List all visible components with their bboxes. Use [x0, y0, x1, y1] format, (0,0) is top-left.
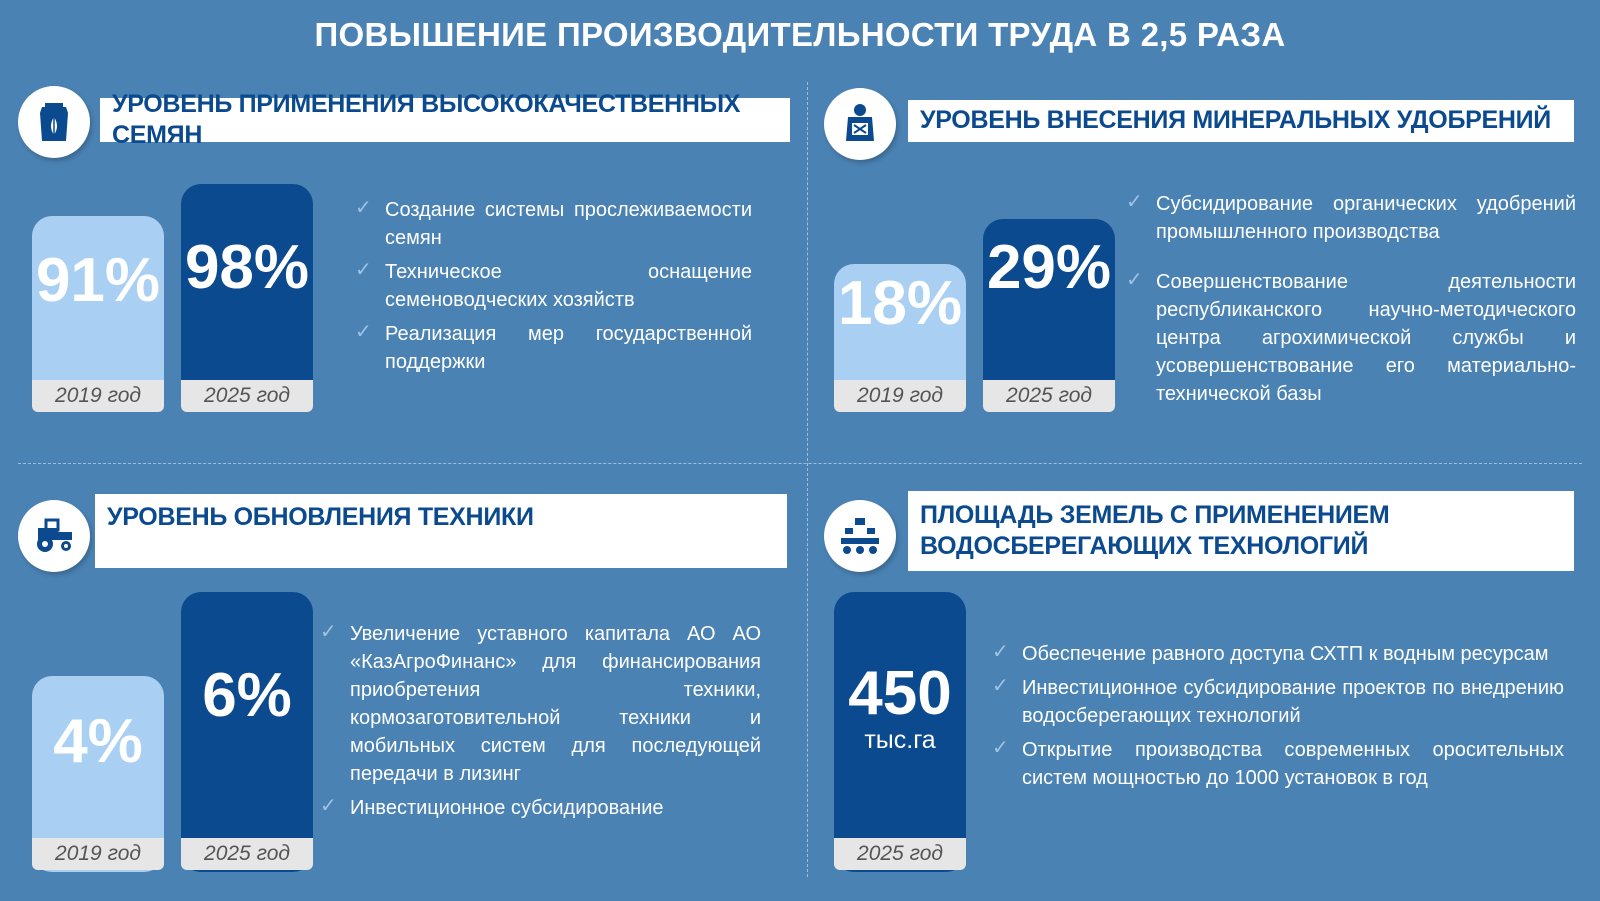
fertilizer-year-2019: 2019 год [834, 380, 966, 412]
water-header-line2: ВОДОСБЕРЕГАЮЩИХ ТЕХНОЛОГИЙ [920, 532, 1369, 560]
irrigation-icon [824, 500, 896, 572]
list-item: ✓ Инвестиционное субсидирование [320, 794, 761, 822]
check-icon: ✓ [320, 795, 337, 817]
check-icon: ✓ [992, 737, 1009, 759]
fertilizer-header: УРОВЕНЬ ВНЕСЕНИЯ МИНЕРАЛЬНЫХ УДОБРЕНИЙ [908, 100, 1574, 142]
seeds-measures-list [355, 196, 752, 382]
list-item: ✓ Субсидирование органических удобрений промышленного производства [1126, 190, 1576, 246]
check-icon: ✓ [1126, 269, 1143, 291]
check-icon: ✓ [1126, 191, 1143, 213]
list-item: ✓ Увеличение уставного капитала АО АО «КазАгроФинанс» для финансирования приобретения техники, кормозаготовительной техники и мобильных систем для последующей передачи в лизинг [320, 620, 761, 788]
water-value-2025: 450 [848, 659, 952, 728]
water-header-line1: ПЛОЩАДЬ ЗЕМЕЛЬ С ПРИМЕНЕНИЕМ [920, 500, 1390, 529]
seeds-year-2019: 2019 год [32, 380, 164, 412]
water-unit: тыс.га [864, 726, 936, 754]
machinery-year-2025: 2025 год [181, 838, 313, 870]
seeds-value-2025: 98% [184, 233, 310, 302]
machinery-measures-list [320, 620, 761, 828]
fertilizer-value-2025: 29% [986, 233, 1112, 302]
seed-bag-icon [18, 86, 90, 158]
list-item: ✓ Создание системы прослеживаемости семян [355, 196, 752, 252]
machinery-year-2019: 2019 год [32, 838, 164, 870]
horizontal-divider [18, 463, 1582, 464]
seeds-year-2025: 2025 год [181, 380, 313, 412]
fertilizer-year-2025: 2025 год [983, 380, 1115, 412]
check-icon: ✓ [355, 259, 372, 281]
fertilizer-measures-list [1126, 190, 1576, 414]
fertilizer-value-2019: 18% [837, 269, 963, 338]
machinery-bar-2025 [181, 592, 313, 872]
list-item: ✓ Открытие производства современных оросительных систем мощностью до 1000 установок в год [992, 736, 1564, 792]
machinery-value-2019: 4% [53, 707, 143, 776]
water-year-2025: 2025 год [834, 838, 966, 870]
list-item: ✓ Реализация мер государственной поддержки [355, 320, 752, 376]
list-item: ✓ Техническое оснащение семеноводческих хозяйств [355, 258, 752, 314]
fertilizer-sack-icon [824, 88, 896, 160]
machinery-header: УРОВЕНЬ ОБНОВЛЕНИЯ ТЕХНИКИ [95, 494, 787, 568]
list-item: ✓ Обеспечение равного доступа СХТП к водным ресурсам [992, 640, 1564, 668]
list-item: ✓ Совершенствование деятельности республиканского научно-методического центра агрохимической службы и усовершенствование его материально-технической базы [1126, 268, 1576, 408]
page-title: ПОВЫШЕНИЕ ПРОИЗВОДИТЕЛЬНОСТИ ТРУДА В 2,5 РАЗА [314, 16, 1286, 53]
seeds-header: УРОВЕНЬ ПРИМЕНЕНИЯ ВЫСОКОКАЧЕСТВЕННЫХ СЕМЯН [100, 98, 790, 142]
seeds-value-2019: 91% [35, 246, 161, 315]
check-icon: ✓ [355, 197, 372, 219]
water-measures-list [992, 640, 1564, 798]
check-icon: ✓ [992, 675, 1009, 697]
list-item: ✓ Инвестиционное субсидирование проектов по внедрению водосберегающих технологий [992, 674, 1564, 730]
check-icon: ✓ [992, 641, 1009, 663]
check-icon: ✓ [355, 321, 372, 343]
water-header [908, 491, 1574, 571]
machinery-value-2025: 6% [202, 661, 292, 730]
check-icon: ✓ [320, 621, 337, 643]
vertical-divider [807, 82, 808, 877]
tractor-icon [18, 500, 90, 572]
